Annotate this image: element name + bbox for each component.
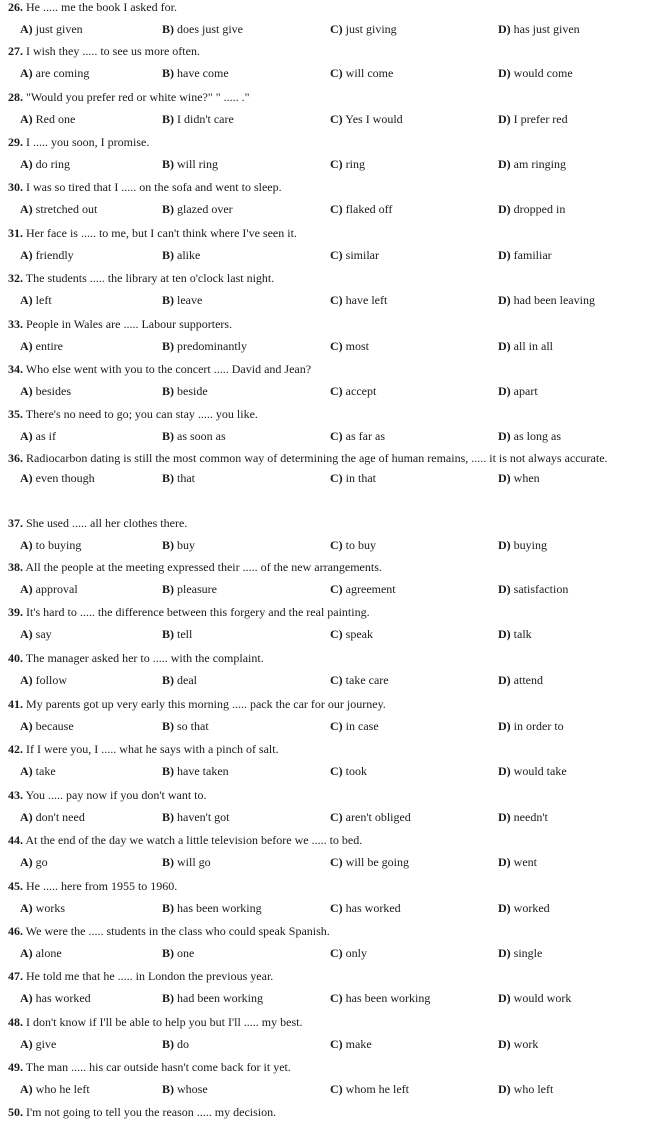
- question: [8, 879, 648, 915]
- option-a: A) Red one: [20, 112, 76, 126]
- options-row: [8, 112, 648, 126]
- question-stem: [8, 317, 648, 331]
- question-text: Who else went with you to the concert ..... David and Jean?: [25, 362, 312, 376]
- option-d: D) had been leaving: [498, 293, 595, 307]
- option-d: D) single: [498, 946, 543, 960]
- question: [8, 451, 648, 485]
- options-row: [8, 538, 648, 552]
- question-text: The man ..... his car outside hasn't come back for it yet.: [25, 1060, 291, 1074]
- question-text: We were the ..... students in the class who could speak Spanish.: [25, 924, 330, 938]
- options-row: [8, 66, 648, 80]
- option-b: B) leave: [162, 293, 203, 307]
- option-d: D) dropped in: [498, 202, 566, 216]
- options-row: [8, 471, 648, 485]
- option-a: A) to buying: [20, 538, 82, 552]
- option-c: C) as far as: [330, 429, 385, 443]
- question: [8, 226, 648, 262]
- option-b: B) deal: [162, 673, 197, 687]
- option-b: B) whose: [162, 1082, 208, 1096]
- option-b: B) have taken: [162, 764, 229, 778]
- option-c: C) make: [330, 1037, 372, 1051]
- question-number: 41.: [8, 697, 23, 711]
- question-stem: [8, 135, 648, 149]
- option-d: D) would work: [498, 991, 572, 1005]
- question-stem: [8, 833, 648, 847]
- option-a: A) because: [20, 719, 74, 733]
- options-row: [8, 719, 648, 733]
- question: [8, 180, 648, 216]
- option-c: C) will come: [330, 66, 394, 80]
- question: [8, 1105, 648, 1119]
- option-a: A) don't need: [20, 810, 85, 824]
- option-b: B) had been working: [162, 991, 263, 1005]
- option-b: B) does just give: [162, 22, 243, 36]
- question: [8, 651, 648, 687]
- option-c: C) only: [330, 946, 368, 960]
- options-row: [8, 202, 648, 216]
- question-stem: [8, 1015, 648, 1029]
- option-d: D) as long as: [498, 429, 561, 443]
- question: [8, 742, 648, 778]
- option-b: B) one: [162, 946, 195, 960]
- question: [8, 271, 648, 307]
- option-d: D) attend: [498, 673, 543, 687]
- option-c: C) similar: [330, 248, 379, 262]
- option-a: A) friendly: [20, 248, 74, 262]
- option-d: D) buying: [498, 538, 548, 552]
- question-stem: [8, 879, 648, 893]
- option-c: C) have left: [330, 293, 388, 307]
- option-d: D) familiar: [498, 248, 552, 262]
- option-d: D) satisfaction: [498, 582, 569, 596]
- option-c: C) ring: [330, 157, 366, 171]
- option-d: D) went: [498, 855, 537, 869]
- question-stem: [8, 1060, 648, 1074]
- options-row: [8, 673, 648, 687]
- question-text: People in Wales are ..... Labour supporters.: [26, 317, 233, 331]
- question-number: 33.: [8, 317, 23, 331]
- question-number: 32.: [8, 271, 23, 285]
- option-c: C) accept: [330, 384, 377, 398]
- option-d: D) work: [498, 1037, 539, 1051]
- option-a: A) go: [20, 855, 48, 869]
- question-text: I don't know if I'll be able to help you but I'll ..... my best.: [26, 1015, 303, 1029]
- question: [8, 0, 648, 36]
- option-d: D) in order to: [498, 719, 564, 733]
- option-d: D) who left: [498, 1082, 554, 1096]
- question: [8, 362, 648, 398]
- option-c: C) in that: [330, 471, 376, 485]
- question: [8, 788, 648, 824]
- question: [8, 924, 648, 960]
- question-number: 39.: [8, 605, 23, 619]
- option-b: B) so that: [162, 719, 209, 733]
- question-text: He ..... me the book I asked for.: [26, 0, 177, 14]
- option-c: C) will be going: [330, 855, 409, 869]
- option-a: A) alone: [20, 946, 62, 960]
- option-d: D) when: [498, 471, 540, 485]
- options-row: [8, 855, 648, 869]
- options-row: [8, 384, 648, 398]
- question-number: 49.: [8, 1060, 23, 1074]
- question-stem: [8, 969, 648, 983]
- question: [8, 516, 648, 552]
- option-a: A) stretched out: [20, 202, 98, 216]
- option-b: B) I didn't care: [162, 112, 234, 126]
- question-number: 46.: [8, 924, 23, 938]
- question-number: 48.: [8, 1015, 23, 1029]
- option-c: C) flaked off: [330, 202, 393, 216]
- option-c: C) to buy: [330, 538, 377, 552]
- option-d: D) has just given: [498, 22, 580, 36]
- question-number: 38.: [8, 560, 23, 574]
- question: [8, 90, 648, 126]
- option-b: B) buy: [162, 538, 195, 552]
- options-row: [8, 946, 648, 960]
- question-number: 45.: [8, 879, 23, 893]
- question-number: 37.: [8, 516, 23, 530]
- question-number: 36.: [8, 451, 23, 465]
- option-d: D) would come: [498, 66, 573, 80]
- question-text: If I were you, I ..... what he says with a pinch of salt.: [26, 742, 279, 756]
- option-b: B) alike: [162, 248, 201, 262]
- option-d: D) talk: [498, 627, 532, 641]
- options-row: [8, 339, 648, 353]
- option-c: C) just giving: [330, 22, 397, 36]
- question-text: The students ..... the library at ten o'clock last night.: [25, 271, 275, 285]
- question-stem: [8, 44, 648, 58]
- option-b: B) do: [162, 1037, 189, 1051]
- question-text: Radiocarbon dating is still the most common way of determining the age of human remains, ..... it is not always accurate.: [26, 451, 608, 465]
- question-number: 43.: [8, 788, 23, 802]
- option-a: A) give: [20, 1037, 57, 1051]
- option-a: A) left: [20, 293, 52, 307]
- option-c: C) speak: [330, 627, 373, 641]
- option-b: B) haven't got: [162, 810, 230, 824]
- option-c: C) most: [330, 339, 370, 353]
- question-text: He told me that he ..... in London the previous year.: [26, 969, 274, 983]
- option-b: B) predominantly: [162, 339, 247, 353]
- option-c: C) whom he left: [330, 1082, 409, 1096]
- question-text: There's no need to go; you can stay ..... you like.: [25, 407, 258, 421]
- option-d: D) am ringing: [498, 157, 566, 171]
- option-b: B) beside: [162, 384, 208, 398]
- option-a: A) are coming: [20, 66, 90, 80]
- question: [8, 1015, 648, 1051]
- options-row: [8, 582, 648, 596]
- question-text: I'm not going to tell you the reason ..... my decision.: [26, 1105, 277, 1119]
- option-b: B) will ring: [162, 157, 218, 171]
- question-stem: [8, 788, 648, 802]
- question-number: 28.: [8, 90, 23, 104]
- options-row: [8, 248, 648, 262]
- option-b: B) that: [162, 471, 195, 485]
- question: [8, 1060, 648, 1096]
- question-text: He ..... here from 1955 to 1960.: [26, 879, 178, 893]
- question-text: The manager asked her to ..... with the complaint.: [25, 651, 264, 665]
- option-c: C) has been working: [330, 991, 431, 1005]
- question-text: You ..... pay now if you don't want to.: [25, 788, 207, 802]
- option-c: C) took: [330, 764, 368, 778]
- option-b: B) as soon as: [162, 429, 226, 443]
- question-stem: [8, 605, 648, 619]
- question: [8, 605, 648, 641]
- question-stem: [8, 742, 648, 756]
- question-number: 42.: [8, 742, 23, 756]
- question-number: 40.: [8, 651, 23, 665]
- question-number: 26.: [8, 0, 23, 14]
- option-b: B) tell: [162, 627, 193, 641]
- question-text: Her face is ..... to me, but I can't think where I've seen it.: [26, 226, 297, 240]
- options-row: [8, 901, 648, 915]
- question: [8, 317, 648, 353]
- question-number: 47.: [8, 969, 23, 983]
- option-a: A) who he left: [20, 1082, 90, 1096]
- question: [8, 697, 648, 733]
- options-row: [8, 627, 648, 641]
- question-stem: [8, 362, 648, 376]
- question-number: 50.: [8, 1105, 23, 1119]
- question-number: 30.: [8, 180, 23, 194]
- question-stem: [8, 0, 648, 14]
- option-a: A) besides: [20, 384, 71, 398]
- question-text: At the end of the day we watch a little television before we ..... to bed.: [25, 833, 363, 847]
- options-row: [8, 1037, 648, 1051]
- options-row: [8, 429, 648, 443]
- option-c: C) has worked: [330, 901, 401, 915]
- option-a: A) just given: [20, 22, 83, 36]
- option-c: C) in case: [330, 719, 379, 733]
- question-stem: [8, 451, 648, 465]
- option-d: D) worked: [498, 901, 550, 915]
- question-stem: [8, 271, 648, 285]
- question: [8, 560, 648, 596]
- option-c: C) Yes I would: [330, 112, 403, 126]
- question: [8, 969, 648, 1005]
- option-a: A) works: [20, 901, 66, 915]
- question-number: 29.: [8, 135, 23, 149]
- option-d: D) all in all: [498, 339, 553, 353]
- option-b: B) glazed over: [162, 202, 233, 216]
- question-stem: [8, 180, 648, 194]
- question-stem: [8, 407, 648, 421]
- option-a: A) do ring: [20, 157, 71, 171]
- option-a: A) say: [20, 627, 52, 641]
- question-stem: [8, 516, 648, 530]
- option-d: D) needn't: [498, 810, 548, 824]
- question-number: 31.: [8, 226, 23, 240]
- option-a: A) approval: [20, 582, 78, 596]
- option-a: A) even though: [20, 471, 95, 485]
- options-row: [8, 810, 648, 824]
- question-number: 44.: [8, 833, 23, 847]
- option-a: A) take: [20, 764, 56, 778]
- options-row: [8, 157, 648, 171]
- options-row: [8, 991, 648, 1005]
- question-stem: [8, 651, 648, 665]
- options-row: [8, 293, 648, 307]
- options-row: [8, 764, 648, 778]
- question-text: My parents got up very early this morning ..... pack the car for our journey.: [26, 697, 386, 711]
- option-c: C) aren't obliged: [330, 810, 411, 824]
- option-d: D) I prefer red: [498, 112, 568, 126]
- question-stem: [8, 1105, 648, 1119]
- question-number: 35.: [8, 407, 23, 421]
- option-b: B) pleasure: [162, 582, 217, 596]
- question-text: She used ..... all her clothes there.: [26, 516, 188, 530]
- question-text: I was so tired that I ..... on the sofa and went to sleep.: [26, 180, 282, 194]
- question-number: 34.: [8, 362, 23, 376]
- option-d: D) apart: [498, 384, 538, 398]
- question: [8, 407, 648, 443]
- options-row: [8, 1082, 648, 1096]
- option-d: D) would take: [498, 764, 567, 778]
- option-c: C) take care: [330, 673, 389, 687]
- question-stem: [8, 924, 648, 938]
- question-stem: [8, 226, 648, 240]
- option-a: A) entire: [20, 339, 63, 353]
- option-a: A) follow: [20, 673, 68, 687]
- question-text: I wish they ..... to see us more often.: [26, 44, 200, 58]
- question: [8, 833, 648, 869]
- option-b: B) have come: [162, 66, 229, 80]
- options-row: [8, 22, 648, 36]
- option-b: B) has been working: [162, 901, 262, 915]
- question-text: I ..... you soon, I promise.: [26, 135, 150, 149]
- question-stem: [8, 697, 648, 711]
- question: [8, 135, 648, 171]
- option-a: A) has worked: [20, 991, 91, 1005]
- question-stem: [8, 560, 648, 574]
- option-a: A) as if: [20, 429, 56, 443]
- question-number: 27.: [8, 44, 23, 58]
- question-text: "Would you prefer red or white wine?" " ..... .": [26, 90, 250, 104]
- question-text: All the people at the meeting expressed their ..... of the new arrangements.: [25, 560, 382, 574]
- question: [8, 44, 648, 80]
- option-c: C) agreement: [330, 582, 396, 596]
- option-b: B) will go: [162, 855, 211, 869]
- question-text: It's hard to ..... the difference between this forgery and the real painting.: [26, 605, 370, 619]
- question-stem: [8, 90, 648, 104]
